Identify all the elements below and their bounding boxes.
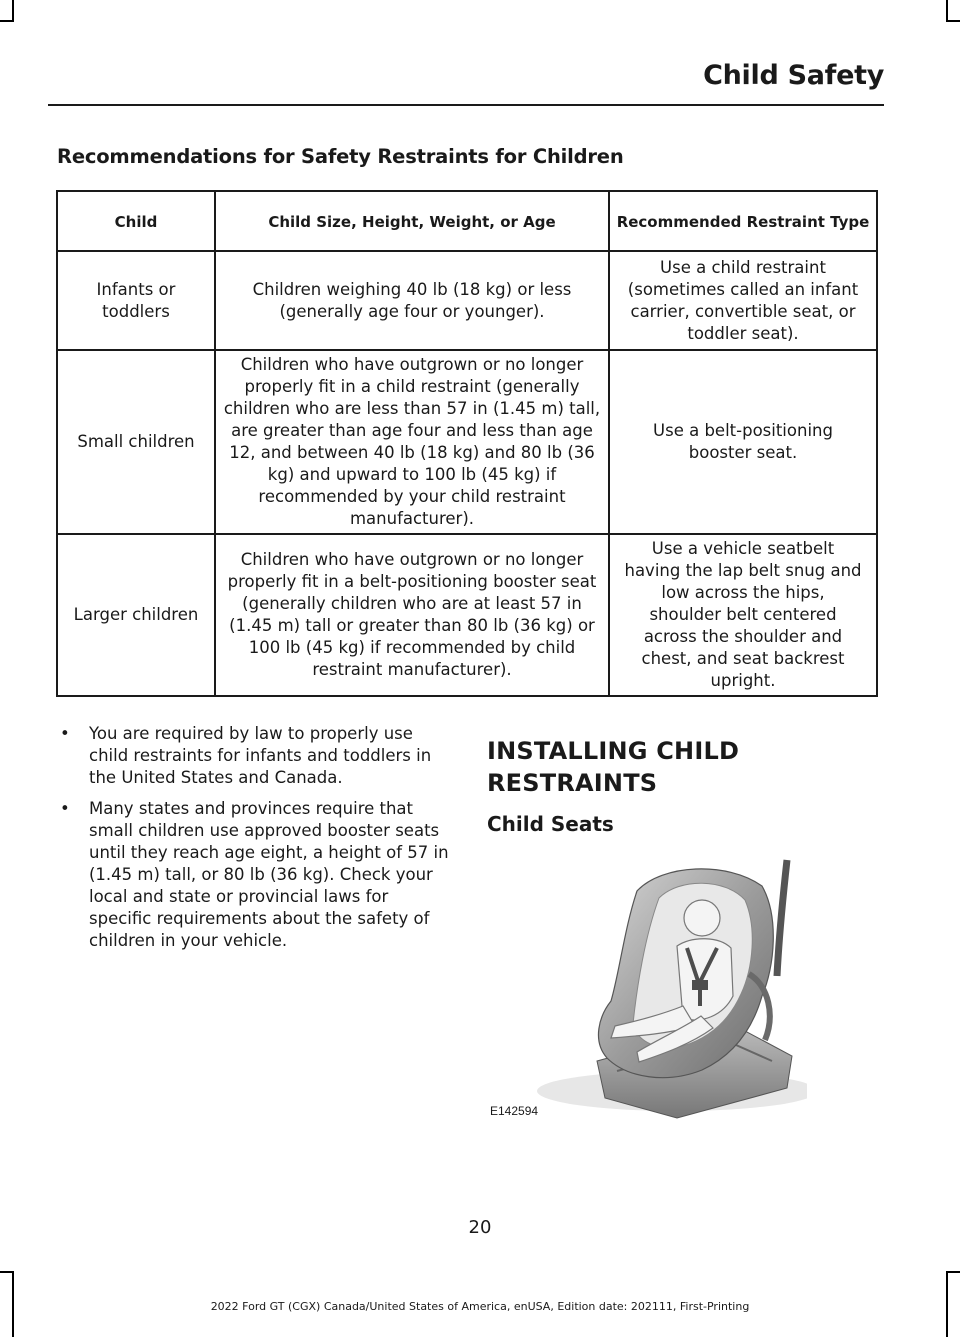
cell-restraint: Use a belt-positioning booster seat.: [609, 350, 877, 534]
bullet-icon: •: [60, 724, 70, 743]
table-row: [57, 251, 877, 350]
bullet-text: You are required by law to properly use child restraints for infants and toddlers in the United States and Canada.: [89, 724, 432, 787]
table-header-row: [57, 191, 877, 251]
figure-code: E142594: [490, 1104, 539, 1118]
cell-restraint: Use a child restraint (sometimes called an infant carrier, convertible seat, or toddler seat).: [609, 251, 877, 350]
bullet-list: [57, 723, 452, 961]
bullet-icon: •: [60, 799, 70, 818]
column-header-child: Child: [57, 191, 215, 251]
list-item: [57, 798, 452, 952]
list-item: [57, 723, 452, 789]
footer-text: 2022 Ford GT (CGX) Canada/United States of America, enUSA, Edition date: 202111, First-Printing: [210, 1300, 750, 1313]
cell-child: Infants or toddlers: [57, 251, 215, 350]
bullet-text: Many states and provinces require that small children use approved booster seats until they reach age eight, a height of 57 in (1.45 m) tall, or 80 lb (36 kg). Check your local and state or provincial laws for specific requirements about the safety of children in your vehicle.: [89, 799, 449, 950]
restraint-table: [56, 190, 878, 697]
cell-restraint: Use a vehicle seatbelt having the lap belt snug and low across the hips, shoulder belt centered across the shoulder and chest, and seat backrest upright.: [609, 534, 877, 696]
crop-mark: [946, 0, 948, 22]
child-seat-illustration: [487, 856, 807, 1122]
page-number: 20: [468, 1217, 492, 1238]
cell-child: Small children: [57, 350, 215, 534]
crop-mark: [946, 20, 960, 22]
cell-size: Children who have outgrown or no longer properly fit in a child restraint (generally children who are less than 57 in (1.45 m) tall, are greater than age four and less than age 12, and between 40 lb (18 kg) and 80 lb (36 kg) and upward to 100 lb (45 kg) if recommended by your child restraint manufacturer).: [215, 350, 609, 534]
table-row: [57, 534, 877, 696]
crop-mark: [12, 0, 14, 22]
installing-heading: INSTALLING CHILD RESTRAINTS: [487, 737, 740, 797]
crop-mark: [946, 1271, 960, 1273]
child-seats-subheading: Child Seats: [487, 812, 614, 836]
section-title: Recommendations for Safety Restraints for Children: [57, 145, 624, 168]
column-header-size: Child Size, Height, Weight, or Age: [215, 191, 609, 251]
page-title: Child Safety: [703, 60, 884, 91]
table-row: [57, 350, 877, 534]
cell-size: Children weighing 40 lb (18 kg) or less (generally age four or younger).: [215, 251, 609, 350]
cell-child: Larger children: [57, 534, 215, 696]
header-rule: [48, 104, 884, 106]
crop-mark: [0, 1271, 14, 1273]
column-header-restraint: Recommended Restraint Type: [609, 191, 877, 251]
cell-size: Children who have outgrown or no longer properly fit in a belt-positioning booster seat (generally children who are at least 57 in (1.45 m) tall or greater than 80 lb (36 kg) or 100 lb (45 kg) if recommended by child restraint manufacturer).: [215, 534, 609, 696]
crop-mark: [0, 20, 14, 22]
